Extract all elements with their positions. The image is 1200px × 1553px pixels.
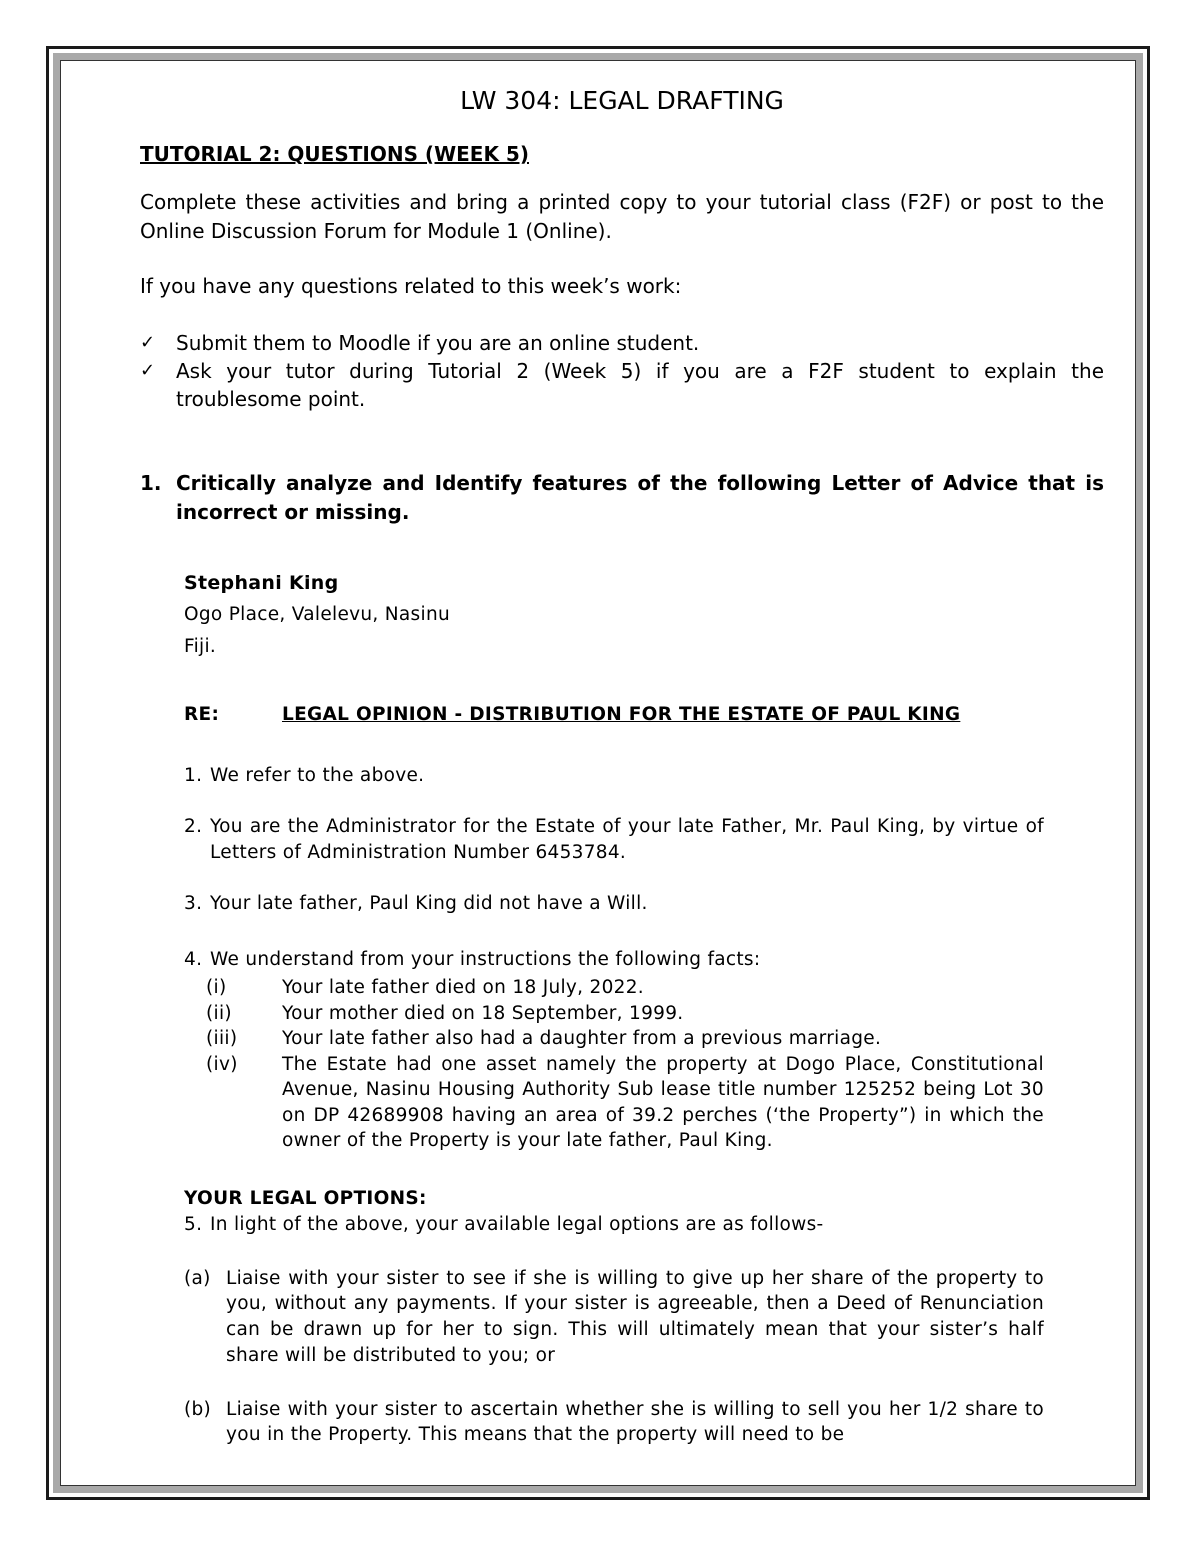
fact-text: Your late father died on 18 July, 2022. [282,977,644,998]
fact-text: Your mother died on 18 September, 1999. [282,1002,684,1024]
document-body [140,80,1104,1448]
option-text: Liaise with your sister to ascertain whether she is willing to sell you her 1/2 share to you in the Property. This means that the property will need to be [226,1398,1044,1446]
intro-paragraph: Complete these activities and bring a printed copy to your tutorial class (F2F) or post to the Online Discussion Forum for Module 1 (Online). [140,190,1104,243]
check-icon: ✓ [140,332,156,353]
letter-of-advice [184,567,1044,1448]
re-line [184,701,1044,729]
letter-paragraph [184,1212,1044,1238]
letter-paragraph [184,947,1044,973]
facts-list [184,975,1044,1154]
task-question [140,469,1104,527]
questions-line: If you have any questions related to this week’s work: [140,274,682,298]
option-text: Liaise with your sister to see if she is willing to give up her share of the property to you, without any payments. If your sister is agreeable, then a Deed of Renunciation can be drawn up for her to sign. This will ultimately mean that your sister’s half share will be distributed to you; or [226,1267,1044,1366]
option-number: (a) [184,1267,211,1289]
fact-text: Your late father also had a daughter from a previous marriage. [282,1028,882,1049]
re-label: RE: [184,704,220,725]
paragraph-number: 2. [184,816,203,837]
instructions-checklist [140,329,1104,413]
task-text: Critically analyze and Identify features of the following Letter of Advice that is incorrect or missing. [176,471,1104,524]
paragraph-text: Your late father, Paul King did not have a Will. [210,893,648,914]
fact-item [184,1052,1044,1154]
checklist-item-text: Ask your tutor during Tutorial 2 (Week 5) if you are a F2F student to explain the troublesome point. [176,359,1104,411]
letter-paragraph [184,814,1044,866]
tutorial-heading: TUTORIAL 2: QUESTIONS (WEEK 5) [140,142,529,166]
document-title: LW 304: LEGAL DRAFTING [460,86,784,115]
fact-number: (i) [206,977,227,998]
option-item [184,1397,1044,1449]
letter-paragraph [184,763,1044,789]
checklist-item [140,357,1104,413]
options-heading: YOUR LEGAL OPTIONS: [184,1187,427,1209]
task-number: 1. [140,471,162,495]
paragraph-text: You are the Administrator for the Estate of your late Father, Mr. Paul King, by virtue of Letters of Administration Number 6453784. [210,816,1044,863]
paragraph-text: We refer to the above. [210,765,425,786]
paragraph-text: We understand from your instructions the following facts: [210,949,761,970]
paragraph-number: 4. [184,949,203,970]
re-subject: LEGAL OPINION - DISTRIBUTION FOR THE ESTATE OF PAUL KING [282,704,961,725]
check-icon: ✓ [140,360,156,381]
paragraph-text: In light of the above, your available legal options are as follows- [210,1213,824,1235]
fact-number: (iv) [206,1053,238,1075]
checklist-item-text: Submit them to Moodle if you are an online student. [176,331,700,355]
paragraph-number: 5. [184,1213,203,1235]
fact-item [184,1001,1044,1027]
paragraph-number: 1. [184,765,203,786]
addressee-name: Stephani King [184,572,339,594]
letter-paragraph [184,891,1044,917]
fact-text: The Estate had one asset namely the property at Dogo Place, Constitutional Avenue, Nasinu Housing Authority Sub lease title number 125252 being Lot 30 on DP 42689908 having an area of 39.2 perches (‘the Property”) in which the owner of the Property is your late father, Paul King. [282,1053,1044,1151]
checklist-item [140,329,1104,357]
address-line: Fiji. [184,636,217,657]
paragraph-number: 3. [184,893,203,914]
option-item [184,1266,1044,1369]
address-line: Ogo Place, Valelevu, Nasinu [184,604,450,625]
option-number: (b) [184,1398,212,1420]
fact-item [184,975,1044,1001]
fact-number: (iii) [206,1028,238,1049]
fact-item [184,1026,1044,1052]
fact-number: (ii) [206,1002,232,1024]
